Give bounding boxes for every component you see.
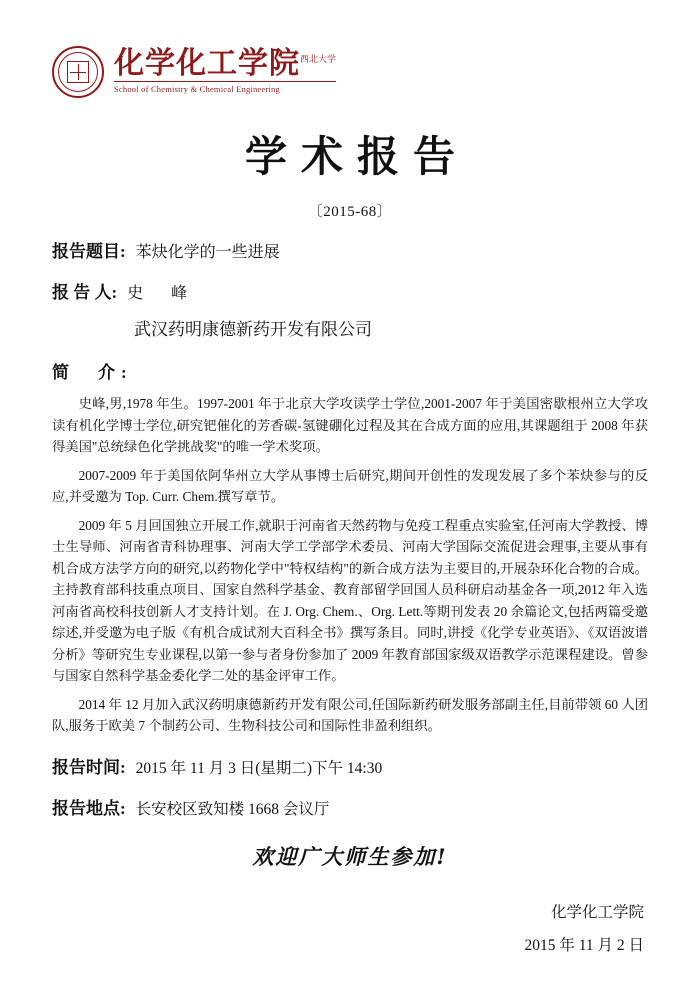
time-value: 2015 年 11 月 3 日(星期二)下午 14:30	[135, 759, 383, 777]
letterhead	[52, 0, 648, 98]
place-value: 长安校区致知楼 1668 会议厅	[135, 800, 330, 818]
place-label: 报告地点:	[52, 798, 126, 818]
institution-logo	[114, 48, 336, 94]
institution-parent-cn: 西北大学	[300, 55, 337, 65]
bio-section	[52, 393, 648, 737]
topic-value: 苯炔化学的一些进展	[135, 244, 280, 261]
bio-paragraph: 2009 年 5 月回国独立开展工作,就职于河南省天然药物与免疫工程重点实验室,任河南大学教授、博士生导师、河南省青科协理事、河南大学工学部学术委员、河南大学国际交流促进会理事,主要从事有机合成方法学方向的研究,以药物化学中"特权结构"的新合成方法为主要目的,开展杂环化合物的合成。主持教育部科技重点项目、国家自然科学基金、教育部留学回国人员科研启动基金各一项,2012 年入选河南省高校科技创新人才支持计划。在 J. Org. Chem.、Org. Lett.等期刊发表 20 余篇论文,包括两篇受邀综述,并受邀为电子版《有机合成试剂大百科全书》撰写条目。同时,讲授《化学专业英语》、《双语波谱分析》等研究生专业课程,以第一参与者身份参加了 2009 年教育部国家级双语教学示范课程建设。曾参与国家自然科学基金委化学二处的基金评审工作。	[52, 517, 648, 684]
speaker-label: 报 告 人:	[52, 283, 118, 302]
university-seal-icon	[52, 46, 104, 98]
signature-date: 2015 年 11 月 2 日	[524, 936, 644, 954]
signature-block	[52, 897, 648, 962]
place-row	[52, 794, 648, 819]
welcome-note: 欢迎广大师生参加!	[252, 843, 448, 869]
topic-label: 报告题目:	[52, 242, 126, 261]
bio-paragraph: 史峰,男,1978 年生。1997-2001 年于北京大学攻读学士学位,2001-2007 年于美国密歇根州立大学攻读有机化学博士学位,研究钯催化的芳香碳-氢键硼化过程及其在合成方面的应用,其课题组于 2008 年获得美国"总统绿色化学挑战奖"的唯一学术奖项。	[52, 396, 648, 455]
speaker-value: 史 峰	[127, 285, 194, 302]
institution-name-en: School of Chemistry & Chemical Engineering	[114, 81, 336, 94]
bio-paragraph: 2014 年 12 月加入武汉药明康德新药开发有限公司,任国际新药研发服务部副主任,目前带领 60 人团队,服务于欧美 7 个制药公司、生物科技公司和国际性非盈利组织。	[52, 696, 648, 734]
page-title: 学术报告	[244, 132, 469, 181]
time-label: 报告时间:	[52, 757, 126, 777]
speaker-row	[52, 278, 648, 303]
bio-paragraph: 2007-2009 年于美国依阿华州立大学从事博士后研究,期间开创性的发现发展了多个苯炔参与的反应,并受邀为 Top. Curr. Chem.撰写章节。	[52, 467, 648, 505]
signature-organization: 化学化工学院	[550, 903, 644, 921]
topic-row	[52, 237, 648, 262]
document-number: 〔2015-68〕	[307, 204, 393, 220]
intro-label: 简 介:	[52, 363, 133, 382]
time-row	[52, 753, 648, 778]
institution-name-cn: 化学化工学院$^{西北大学}$	[114, 46, 337, 81]
affiliation: 武汉药明康德新药开发有限公司	[134, 320, 372, 339]
